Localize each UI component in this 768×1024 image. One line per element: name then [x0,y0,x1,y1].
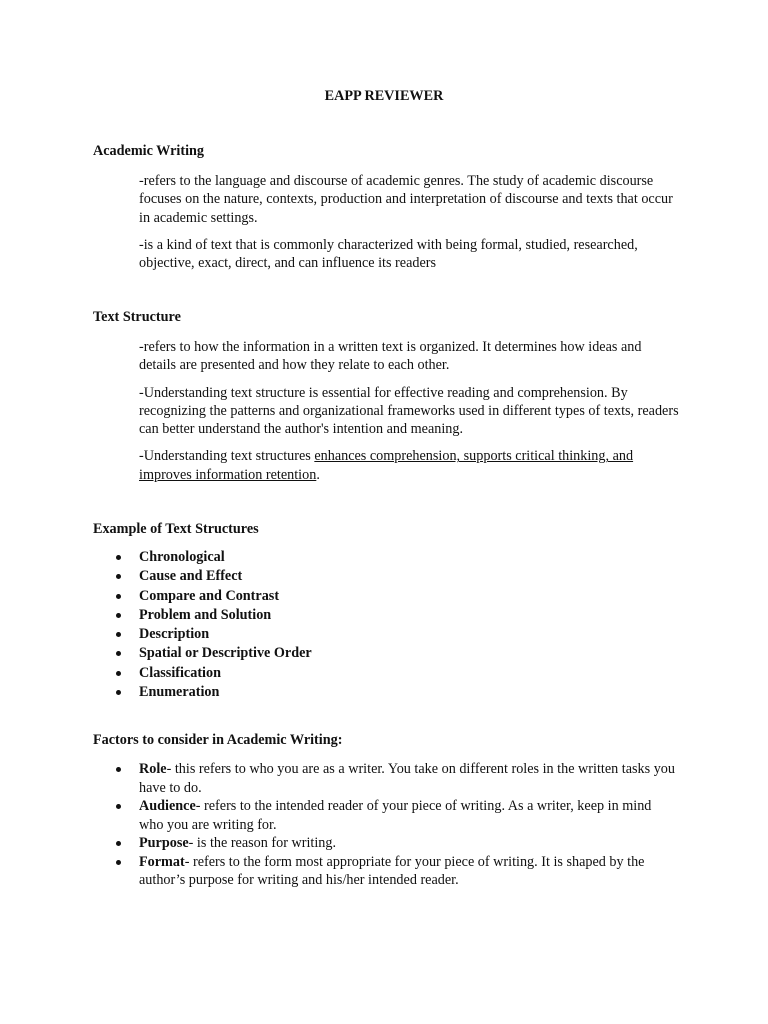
factor-term: Audience [139,798,196,814]
list-item: Enumeration [93,683,683,702]
list-item: Spatial or Descriptive Order [93,644,683,663]
bullet-icon [116,860,121,865]
bullet-icon [116,613,121,618]
section-heading: Text Structure [93,309,181,325]
list-item: Cause and Effect [93,567,683,586]
factor-term: Role [139,761,167,777]
bullet-icon [116,651,121,656]
paragraph: -Understanding text structure is essential for effective reading and comprehension. By recognizing the patterns and organizational frameworks used in different types of texts, readers can better understand the author's intention and meaning. [139,384,679,438]
list-item: Chronological [93,548,683,567]
underlined-text: enhances comprehension, supports critical thinking, and improves information retention [139,448,634,483]
section-heading: Example of Text Structures [93,521,259,537]
bullet-icon [116,671,121,676]
bullet-icon [116,767,121,772]
section-text-structure [93,308,683,493]
paragraph-prefix: -Understanding text structures [139,448,315,465]
example-list [93,548,683,702]
paragraph-suffix: . [316,466,320,483]
list-item [93,797,679,834]
factor-description: - refers to the intended reader of your piece of writing. As a writer, keep in mind who you are writing for. [139,798,652,833]
paragraph: -is a kind of text that is commonly characterized with being formal, studied, researched, objective, exact, direct, and can influence its readers [139,236,638,272]
bullet-icon [116,841,121,846]
section-text-structure-examples [93,520,683,702]
factor-description: - this refers to who you are as a writer. You take on different roles in the written tasks you have to do. [139,761,675,796]
bullet-icon [116,594,121,599]
section-heading: Factors to consider in Academic Writing: [93,732,343,748]
list-item: Classification [93,664,683,683]
factor-description: - is the reason for writing. [188,835,337,851]
list-item: Compare and Contrast [93,587,683,606]
factor-term: Format [139,853,185,870]
bullet-icon [116,690,121,695]
bullet-icon [116,804,121,809]
list-item [93,853,679,890]
factors-list [93,760,683,890]
factor-description: - refers to the form most appropriate for your piece of writing. It is shaped by the author’s purpose for writing and his/her intended reader. [139,853,645,888]
list-item [93,760,679,797]
factor-term: Purpose [139,835,189,851]
section-heading: Academic Writing [93,143,204,159]
list-item: Problem and Solution [93,606,683,625]
document-title: EAPP REVIEWER [324,88,444,104]
paragraph-with-emphasis [139,447,679,484]
paragraph: -refers to how the information in a written text is organized. It determines how ideas and details are presented and how they relate to each other. [139,339,642,374]
paragraph: -refers to the language and discourse of academic genres. The study of academic discourse focuses on the nature, contexts, production and interpretation of discourse and texts that occur in academic settings. [139,173,673,226]
section-factors [93,731,683,890]
bullet-icon [116,555,121,560]
bullet-icon [116,574,121,579]
bullet-icon [116,632,121,637]
list-item [93,834,679,853]
list-item: Description [93,625,683,644]
section-academic-writing [93,142,683,281]
